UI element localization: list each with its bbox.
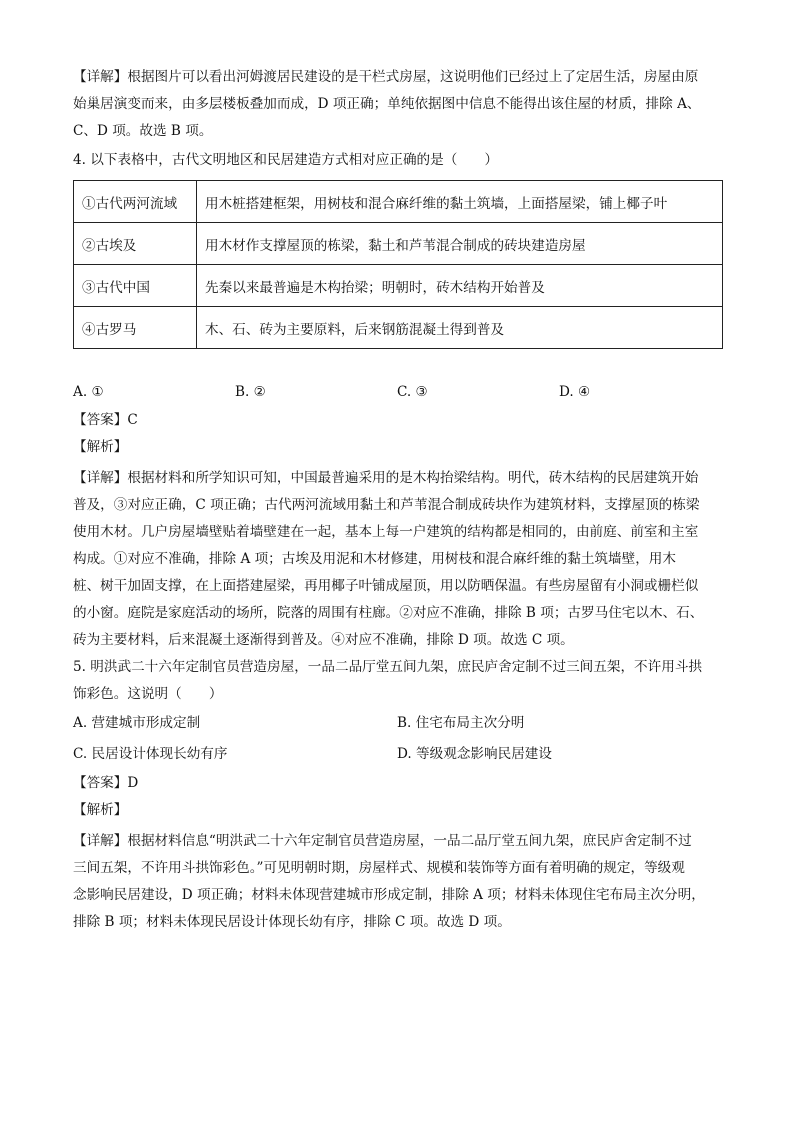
table-row	[74, 181, 723, 223]
text-line: 排除 B 项；材料未体现民居设计体现长幼有序，排除 C 项。故选 D 项。	[73, 914, 511, 930]
table-row	[74, 307, 723, 349]
q4-choice-d: D. ④	[559, 384, 591, 400]
q5-choices-row	[73, 708, 723, 739]
q4-choices	[73, 377, 723, 407]
q5-section	[73, 654, 723, 708]
q4-table	[73, 180, 723, 349]
q5-detail	[73, 828, 723, 936]
table-cell-region: ②古埃及	[74, 223, 197, 265]
text-line: 始巢居演变而来，由多层楼板叠加而成，D 项正确；单纯依据图中信息不能得出该住屋的材质，排除 A、	[73, 96, 701, 112]
q4-choice-c: C. ③	[397, 384, 428, 400]
q4-answer: 【答案】C	[73, 412, 138, 428]
table-cell-method: 用木桩搭建框架，用树枝和混合麻纤维的黏土筑墙，上面搭屋梁，铺上椰子叶	[197, 181, 723, 223]
text-line: 使用木材。几户房屋墙壁贴着墙壁建在一起，基本上每一户建筑的结构都是相同的，由前庭、前室和主室	[73, 524, 699, 540]
text-line: 普及，③对应正确，C 项正确；古代两河流域用黏土和芦苇混合制成砖块作为建筑材料，支撑屋顶的栋梁	[73, 497, 700, 513]
text-line: C、D 项。故选 B 项。	[73, 123, 213, 139]
q4-section	[73, 147, 723, 174]
q4-analysis-label: 【解析】	[73, 439, 128, 455]
q3-detail	[73, 64, 723, 145]
q5-choice-a: A. 营建城市形成定制	[73, 715, 201, 731]
text-line: 念影响民居建设，D 项正确；材料未体现营建城市形成定制，排除 A 项；材料未体现住宅布局主次分明，	[73, 887, 705, 903]
table-cell-region: ③古代中国	[74, 265, 197, 307]
q4-title: 4. 以下表格中，古代文明地区和民居建造方式相对应正确的是（ ）	[73, 152, 499, 168]
q5-choices-row	[73, 739, 723, 770]
text-line: 【详解】根据材料和所学知识可知，中国最普遍采用的是木构抬梁结构。明代，砖木结构的民居建筑开始	[73, 470, 699, 486]
q5-choice-d: D. 等级观念影响民居建设	[397, 746, 552, 762]
document-page	[73, 64, 723, 936]
q4-choice-b: B. ②	[235, 384, 266, 400]
table-cell-region: ④古罗马	[74, 307, 197, 349]
text-line: 【详解】根据材料信息“明洪武二十六年定制官员营造房屋，一品二品厅堂五间九架，庶民庐舍定制不过	[73, 833, 692, 849]
q5-choice-b: B. 住宅布局主次分明	[397, 715, 525, 731]
q5-title-line: 饰彩色。这说明（ ）	[73, 686, 223, 702]
table-row	[74, 265, 723, 307]
table-cell-method: 先秦以来最普遍是木构抬梁；明朝时，砖木结构开始普及	[197, 265, 723, 307]
text-line: 砖为主要材料，后来混凝土逐渐得到普及。④对应不准确，排除 D 项。故选 C 项。	[73, 632, 574, 648]
q5-title-line: 5. 明洪武二十六年定制官员营造房屋，一品二品厅堂五间九架，庶民庐舍定制不过三间五架，不许用斗拱	[73, 659, 703, 675]
text-line: 的小窗。庭院是家庭活动的场所，院落的周围有柱廊。②对应不准确，排除 B 项；古罗马住宅以木、石、	[73, 605, 704, 621]
text-line: 三间五架，不许用斗拱饰彩色。”可见明朝时期，房屋样式、规模和装饰等方面有着明确的规定，等级观	[73, 860, 685, 876]
q4-choice-a: A. ①	[73, 384, 104, 400]
q4-detail	[73, 465, 723, 654]
q5-analysis-label: 【解析】	[73, 802, 128, 818]
text-line: 【详解】根据图片可以看出河姆渡居民建设的是干栏式房屋，这说明他们已经过上了定居生活，房屋由原	[73, 69, 699, 85]
table-cell-region: ①古代两河流域	[74, 181, 197, 223]
table-cell-method: 用木材作支撑屋顶的栋梁，黏土和芦苇混合制成的砖块建造房屋	[197, 223, 723, 265]
text-line: 构成。①对应不准确，排除 A 项；古埃及用泥和木材修建，用树枝和混合麻纤维的黏土筑墙壁，用木	[73, 551, 676, 567]
table-row	[74, 223, 723, 265]
q5-choice-c: C. 民居设计体现长幼有序	[73, 746, 228, 762]
table-cell-method: 木、石、砖为主要原料，后来钢筋混凝土得到普及	[197, 307, 723, 349]
q5-answer: 【答案】D	[73, 775, 139, 791]
text-line: 桩、树干加固支撑，在上面搭建屋梁，再用椰子叶铺成屋顶，用以防晒保温。有些房屋留有小洞或栅栏似	[73, 578, 699, 594]
